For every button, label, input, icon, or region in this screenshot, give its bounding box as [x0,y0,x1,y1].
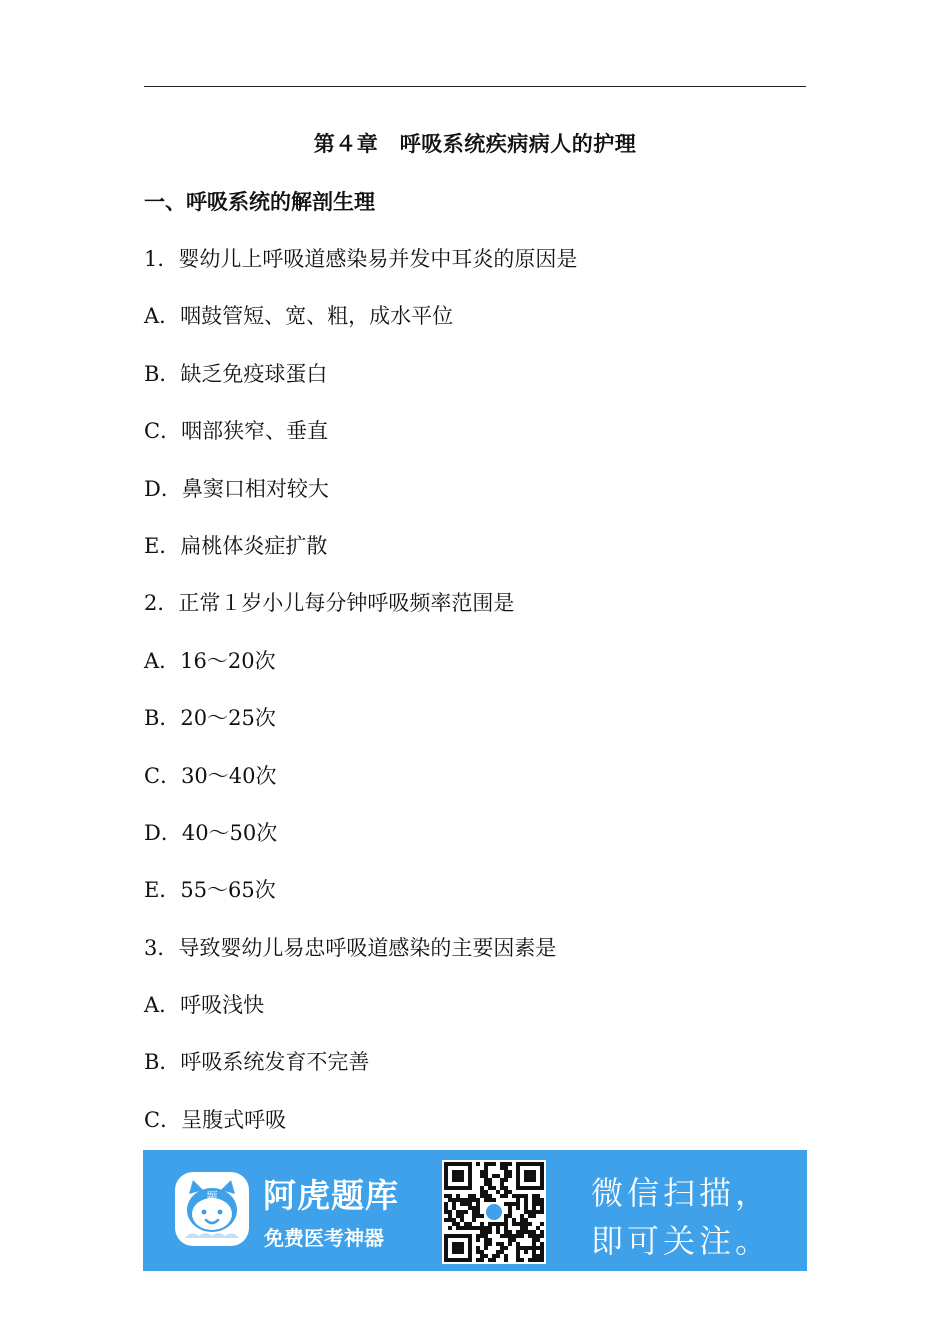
option-line: B．20～25次 [144,706,276,731]
question-line: 2．正常１岁小儿每分钟呼吸频率范围是 [144,591,515,616]
option-line: A．咽鼓管短、宽、粗，成水平位 [144,304,454,329]
brand-slogan: 免费医考神器 [264,1226,384,1250]
option-line: D．40～50次 [144,820,278,845]
chapter-title: 第４章 呼吸系统疾病病人的护理 [313,132,637,156]
option-line: E．扁桃体炎症扩散 [144,533,328,558]
option-line: B．缺乏免疫球蛋白 [144,361,328,386]
option-line: A．16～20次 [144,648,276,673]
qr-code-icon[interactable] [442,1160,546,1264]
option-line: C．咽部狭窄、垂直 [144,419,329,444]
option-line: D．鼻窦口相对较大 [144,476,329,501]
option-line: C．呈腹式呼吸 [144,1107,287,1132]
question-list [144,244,577,1162]
promo-banner[interactable] [143,1150,807,1271]
option-line: A．呼吸浅快 [144,993,265,1018]
cta-line-2: 即可关注。 [591,1222,772,1260]
option-line: E．55～65次 [144,878,276,903]
option-line: B．呼吸系统发育不完善 [144,1050,370,1075]
svg-text:题: 题 [206,1190,218,1203]
cat-face-icon [175,1172,249,1246]
option-line: C．30～40次 [144,763,277,788]
section-heading: 一、呼吸系统的解剖生理 [144,190,375,214]
brand-name: 阿虎题库 [263,1176,399,1215]
question-line: 3．导致婴幼儿易忠呼吸道感染的主要因素是 [144,935,557,960]
cta-line-1: 微信扫描， [591,1174,772,1212]
header-rule [144,86,806,87]
question-line: 1．婴幼儿上呼吸道感染易并发中耳炎的原因是 [144,247,578,271]
app-icon [175,1172,249,1246]
